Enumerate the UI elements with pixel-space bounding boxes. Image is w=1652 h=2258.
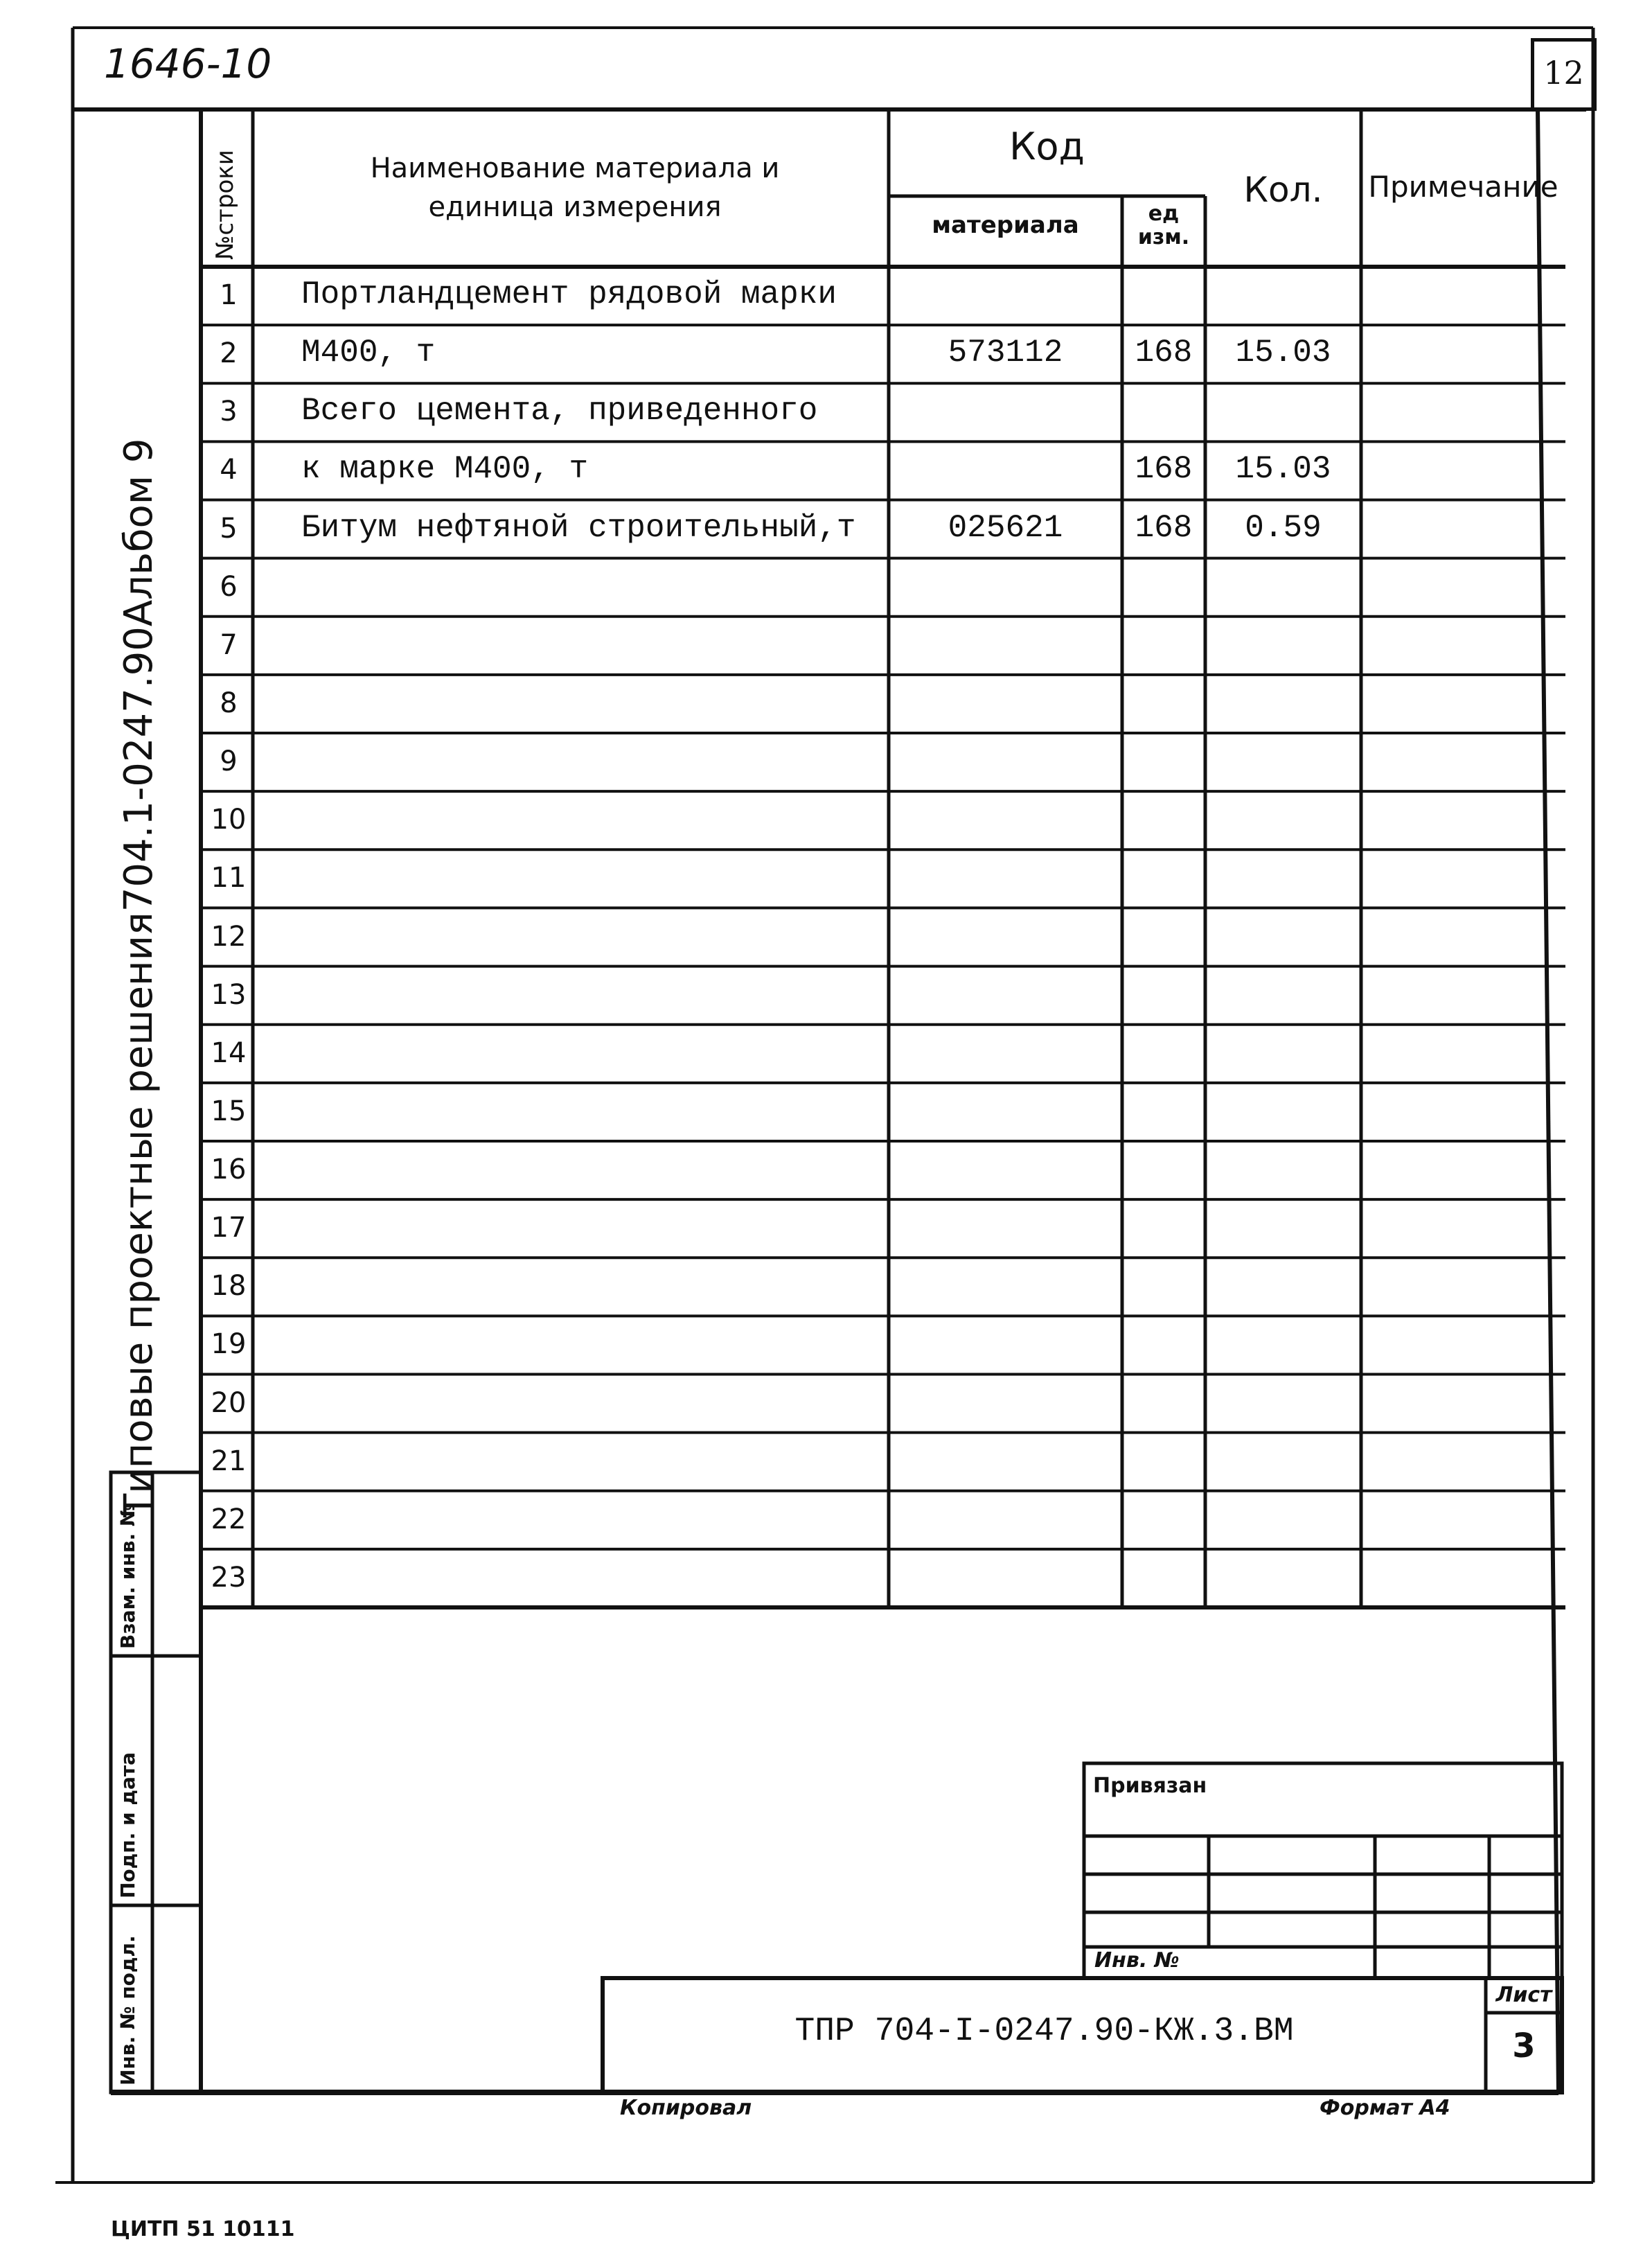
header-note: Примечание — [1368, 170, 1558, 204]
cell-qty: 0.59 — [1245, 509, 1322, 546]
row-number: 9 — [220, 746, 238, 778]
side-stamp-podp: Подп. и дата — [116, 1752, 139, 1898]
header-qty: Кол. — [1243, 170, 1323, 210]
row-number: 1 — [220, 279, 238, 312]
row-number: 15 — [211, 1095, 247, 1127]
row-number: 10 — [211, 804, 247, 836]
handwritten-reference: 1646-10 — [104, 40, 272, 87]
header-code-material: материала — [932, 211, 1079, 239]
row-number: 4 — [220, 454, 238, 486]
row-number: 16 — [211, 1154, 247, 1186]
cell-material-code: 025621 — [948, 509, 1063, 546]
row-number: 14 — [211, 1037, 247, 1069]
row-number: 2 — [220, 337, 238, 370]
stamp-sheet-label: Лист — [1495, 1983, 1552, 2007]
cell-unit-code: 168 — [1135, 509, 1193, 546]
row-number: 19 — [211, 1328, 247, 1361]
stamp-sheet-number: 3 — [1512, 2027, 1536, 2065]
row-number: 11 — [211, 862, 247, 894]
side-title-series: Типовые проектные решения — [116, 912, 161, 1517]
side-stamp-inv-podl: Инв. № подл. — [116, 1935, 139, 2085]
side-stamp-vzam: Взам. инв. № — [116, 1503, 139, 1649]
row-number: 12 — [211, 920, 247, 953]
cell-name: Портландцемент рядовой марки — [301, 276, 837, 313]
cell-unit-code: 168 — [1135, 451, 1193, 488]
header-code: Код — [1009, 125, 1085, 168]
row-number: 23 — [211, 1561, 247, 1594]
row-number: 22 — [211, 1503, 247, 1535]
stamp-bound-label: Привязан — [1093, 1774, 1207, 1798]
cell-material-code: 573112 — [948, 335, 1063, 371]
cell-name: Битум нефтяной строительный,т — [301, 509, 856, 546]
header-row-no: №строки — [211, 150, 239, 260]
row-number: 6 — [220, 570, 238, 603]
stamp-inv-label: Инв. № — [1094, 1948, 1180, 1973]
side-title-code: 704.1-0247.90 — [116, 626, 161, 912]
side-title-album: Альбом 9 — [116, 438, 161, 627]
row-number: 8 — [220, 687, 238, 719]
footer-org: ЦИТП 51 10111 — [111, 2217, 295, 2241]
row-number: 20 — [211, 1386, 247, 1419]
cell-name: Всего цемента, приведенного — [301, 393, 818, 430]
cell-qty: 15.03 — [1235, 451, 1331, 488]
page-number: 12 — [1543, 54, 1584, 91]
row-number: 17 — [211, 1212, 247, 1244]
cell-name: к марке М400, т — [301, 451, 589, 488]
row-number: 13 — [211, 978, 247, 1011]
cell-unit-code: 168 — [1135, 335, 1193, 371]
row-number: 5 — [220, 512, 238, 545]
header-name: Наименование материала и единица измерения — [370, 152, 780, 223]
row-number: 21 — [211, 1445, 247, 1477]
row-number: 18 — [211, 1270, 247, 1303]
header-code-unit: ед изм. — [1137, 202, 1190, 249]
cell-name: М400, т — [301, 335, 436, 371]
cell-qty: 15.03 — [1235, 335, 1331, 371]
stamp-designation: ТПР 704-I-0247.90-КЖ.3.ВМ — [794, 2013, 1294, 2050]
row-number: 7 — [220, 628, 238, 661]
row-number: 3 — [220, 396, 238, 428]
footer-format: Формат А4 — [1320, 2096, 1450, 2120]
footer-copied: Копировал — [620, 2096, 752, 2120]
